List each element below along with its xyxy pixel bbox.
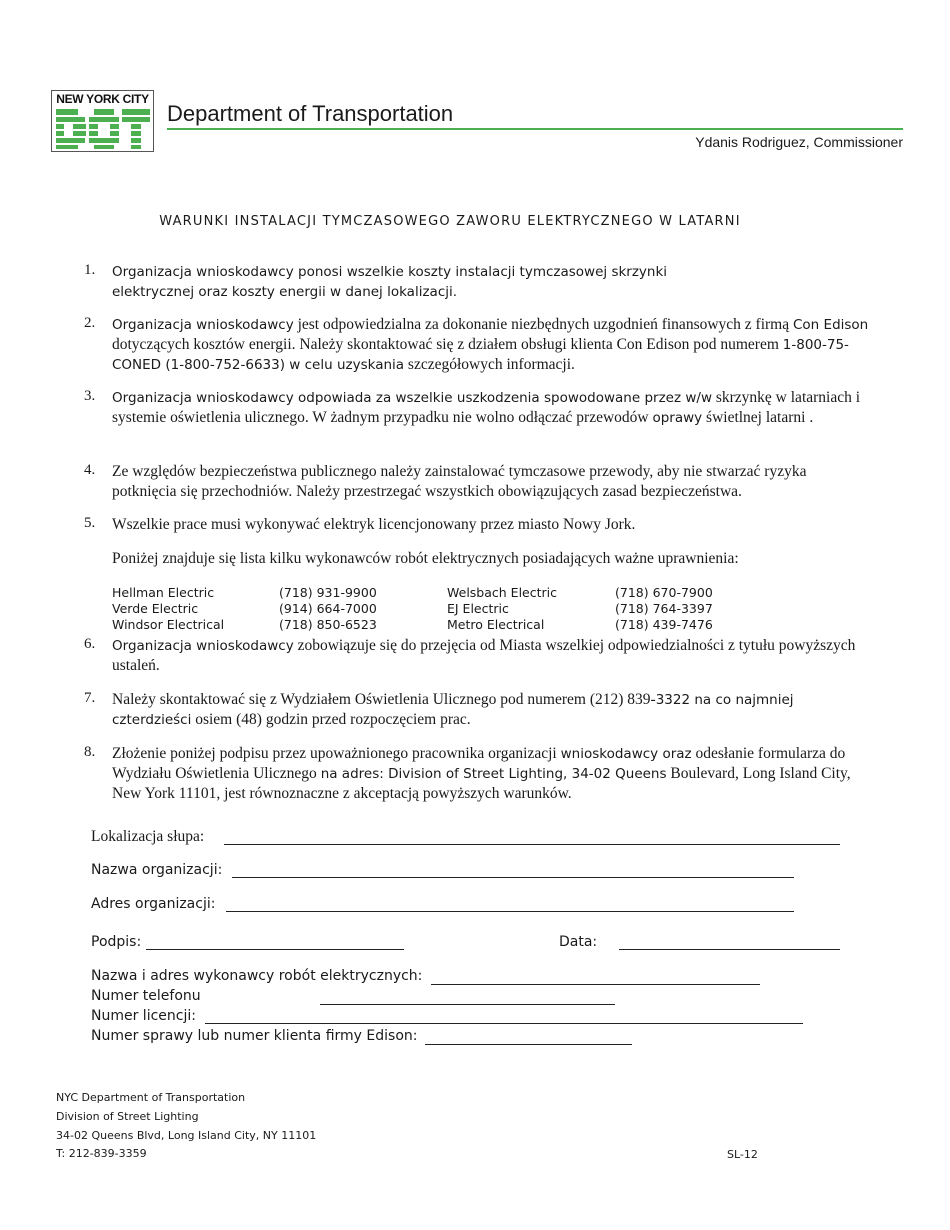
header-rule	[167, 128, 903, 130]
item-number: 1.	[84, 262, 96, 278]
item-text-part: 3322 na co najmniej czterdzieści	[112, 692, 794, 728]
item-text-part: Złożenie poniżej podpisu przez upoważnionego pracownika organizacji	[112, 745, 561, 762]
case-number-field[interactable]	[425, 1044, 632, 1045]
contractor-phone: (718) 439-7476	[615, 617, 713, 632]
contractor-phone: (914) 664-7000	[279, 601, 377, 616]
department-title: Department of Transportation	[167, 101, 454, 126]
case-number-label: Numer sprawy lub numer klienta firmy Edison:	[91, 1028, 418, 1044]
item-text-part: na adres: Division of Street Lighting, 34-02 Queens	[320, 766, 667, 782]
footer-line-4: T: 212-839-3359	[56, 1147, 147, 1160]
item-text: Wszelkie prace musi wykonywać elektryk licencjonowany przez miasto Nowy Jork.	[112, 516, 636, 533]
item-number: 5.	[84, 515, 96, 531]
item-text-part: osiem (48) godzin przed rozpoczęciem prac.	[191, 711, 471, 728]
item-number: 2.	[84, 315, 96, 331]
footer-line-2: Division of Street Lighting	[56, 1110, 199, 1123]
license-field[interactable]	[205, 1023, 803, 1024]
dot-logo-mark	[56, 109, 150, 149]
pole-location-field[interactable]	[224, 844, 840, 845]
item-text	[112, 690, 872, 730]
contractor-name: EJ Electric	[447, 601, 509, 616]
date-label: Data:	[559, 934, 598, 950]
contractor-name: Hellman Electric	[112, 585, 215, 600]
item-text-part: Boulevard, Long Island City, New York 11101, jest równoznaczne z akceptacją powyższych warunków.	[112, 765, 851, 802]
item-text-part: 1-800-75-CONED (1-800-752-6633) w celu uzyskania	[112, 337, 849, 373]
contractor-label: Nazwa i adres wykonawcy robót elektrycznych:	[91, 968, 423, 984]
contractor-phone: (718) 670-7900	[615, 585, 713, 600]
item-text	[112, 315, 872, 375]
org-address-label: Adres organizacji:	[91, 896, 216, 912]
item-text-part: dotyczących kosztów energii. Należy skontaktować się z działem obsługi klienta Con Edison pod numerem	[112, 336, 783, 353]
footer-line-1: NYC Department of Transportation	[56, 1091, 246, 1104]
document-title: WARUNKI INSTALACJI TYMCZASOWEGO ZAWORU ELEKTRYCZNEGO W LATARNI	[159, 214, 741, 229]
item-text-part: Con Edison	[793, 317, 869, 333]
item-text: Ze względów bezpieczeństwa publicznego należy zainstalować tymczasowe przewody, aby nie stwarzać ryzyka potknięcia się przechodniów. Należy przestrzegać wszystkich obowiązujących zasad bezpieczeństwa.	[112, 463, 807, 500]
license-label: Numer licencji:	[91, 1008, 196, 1024]
contractor-name: Windsor Electrical	[112, 617, 225, 632]
org-name-field[interactable]	[232, 877, 794, 878]
contractor-phone: (718) 931-9900	[279, 585, 377, 600]
item-text-part: Organizacja wnioskodawcy odpowiada za wszelkie uszkodzenia spowodowane przez w/w	[112, 390, 712, 406]
item-text-part: Organizacja wnioskodawcy ponosi wszelkie koszty instalacji tymczasowej skrzynki elektrycznej oraz koszty energii w danej lokalizacji.	[112, 264, 668, 300]
logo-top-text: NEW YORK CITY	[56, 92, 149, 106]
phone-label: Numer telefonu	[91, 988, 201, 1004]
date-field[interactable]	[619, 949, 840, 950]
form-code: SL-12	[727, 1148, 758, 1161]
org-address-field[interactable]	[226, 911, 794, 912]
phone-field[interactable]	[320, 1004, 615, 1005]
item-text-part: Należy skontaktować się z Wydziałem Oświetlenia Ulicznego pod numerem (212) 839-	[112, 691, 656, 708]
contractor-phone: (718) 764-3397	[615, 601, 713, 616]
contractor-field[interactable]	[431, 984, 760, 985]
item-text-part: skrzynkę w latarniach i systemie oświetlenia ulicznego. W żadnym przypadku nie wolno odłączać przewodów	[112, 389, 861, 426]
item-number: 4.	[84, 462, 96, 478]
item-text-part: odesłanie formularza do Wydziału Oświetlenia Ulicznego	[112, 745, 846, 782]
contractor-name: Welsbach Electric	[447, 585, 557, 600]
nyc-dot-logo	[51, 90, 154, 152]
item-number: 7.	[84, 690, 96, 706]
contractor-name: Metro Electrical	[447, 617, 545, 632]
footer-line-3: 34-02 Queens Blvd, Long Island City, NY 11101	[56, 1129, 317, 1142]
item-text-part: Organizacja wnioskodawcy	[112, 638, 294, 654]
commissioner-name: Ydanis Rodriguez, Commissioner	[695, 134, 903, 150]
item-number: 6.	[84, 636, 96, 652]
item-text-part: zobowiązuje się do przejęcia od Miasta wszelkiej odpowiedzialności z tytułu powyższych ustaleń.	[112, 637, 856, 674]
item-text-part: szczegółowych informacji.	[404, 356, 575, 373]
item-text	[112, 388, 872, 428]
item-number: 3.	[84, 388, 96, 404]
item-subtext: Poniżej znajduje się lista kilku wykonawców robót elektrycznych posiadających ważne uprawnienia:	[112, 550, 739, 567]
item-text	[112, 262, 702, 302]
item-text	[112, 744, 872, 804]
item-text-part: Organizacja wnioskodawcy	[112, 317, 294, 333]
item-text	[112, 636, 872, 676]
item-text-part: wnioskodawcy oraz	[560, 746, 692, 762]
item-number: 8.	[84, 744, 96, 760]
pole-location-label: Lokalizacja słupa:	[91, 828, 205, 845]
item-text-part: świetlnej latarni .	[702, 409, 814, 426]
contractor-name: Verde Electric	[112, 601, 199, 616]
item-text-part: oprawy	[652, 410, 703, 426]
item-text-part: jest odpowiedzialna za dokonanie niezbędnych uzgodnień finansowych z firmą	[293, 316, 793, 333]
org-name-label: Nazwa organizacji:	[91, 862, 223, 878]
signature-label: Podpis:	[91, 934, 142, 950]
signature-field[interactable]	[146, 949, 404, 950]
contractor-phone: (718) 850-6523	[279, 617, 377, 632]
